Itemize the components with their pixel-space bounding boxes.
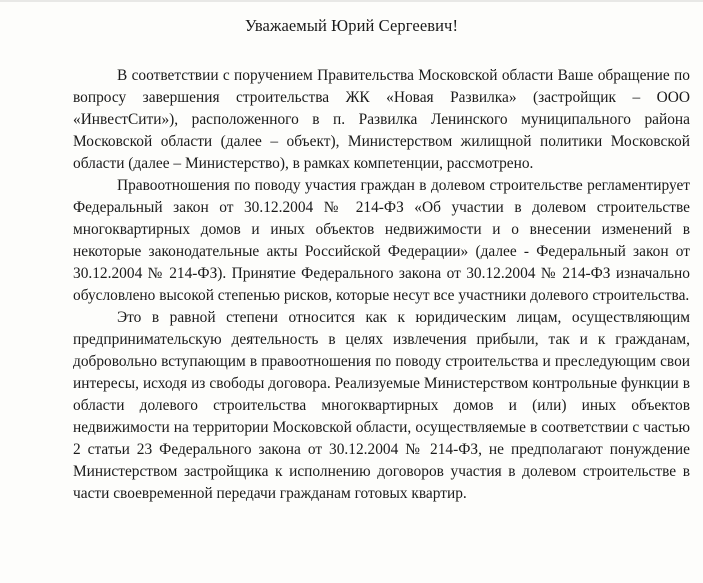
salutation: Уважаемый Юрий Сергеевич! (244, 16, 459, 35)
paragraph-control-functions: Это в равной степени относится как к юридическим лицам, осуществляющим предпринимательскую деятельность в целях извлечения прибыли, так и к гражданам, добровольно вступающим в правоотношения по поводу строительства и преследующим свои интересы, исходя из свободы договора. Реализуемые Министерством контрольные функции в области долевого строительства многоквартирных домов и (или) иных объектов недвижимости на территории Московской области, осуществляемые в соответствии с частью 2 статьи 23 Федерального закона от 30.12.2004 № 214-ФЗ, не предполагают понуждение Министерством застройщика к исполнению договоров участия в долевом строительстве в части своевременной передачи гражданам готовых квартир. (73, 309, 690, 502)
letter-body (73, 65, 690, 505)
page-top-edge (0, 0, 703, 2)
paragraph-appeal-review: В соответствии с поручением Правительства Московской области Ваше обращение по вопросу завершения строительства ЖК «Новая Развилка» (застройщик – ООО «ИнвестСити»), расположенного в п. Развилка Ленинского муниципального района Московской области (далее – объект), Министерством жилищной политики Московской области (далее – Министерство), в рамках компетенции, рассмотрено. (73, 67, 690, 172)
paragraph-federal-law: Правоотношения по поводу участия граждан в долевом строительстве регламентирует Федеральный закон от 30.12.2004 № 214-ФЗ «Об участии в долевом строительстве многоквартирных домов и иных объектов недвижимости и о внесении изменений в некоторые законодательные акты Российской Федерации» (далее - Федеральный закон от 30.12.2004 № 214-ФЗ). Принятие Федерального закона от 30.12.2004 № 214-ФЗ изначально обусловлено высокой степенью рисков, которые несут все участники долевого строительства. (73, 177, 690, 304)
